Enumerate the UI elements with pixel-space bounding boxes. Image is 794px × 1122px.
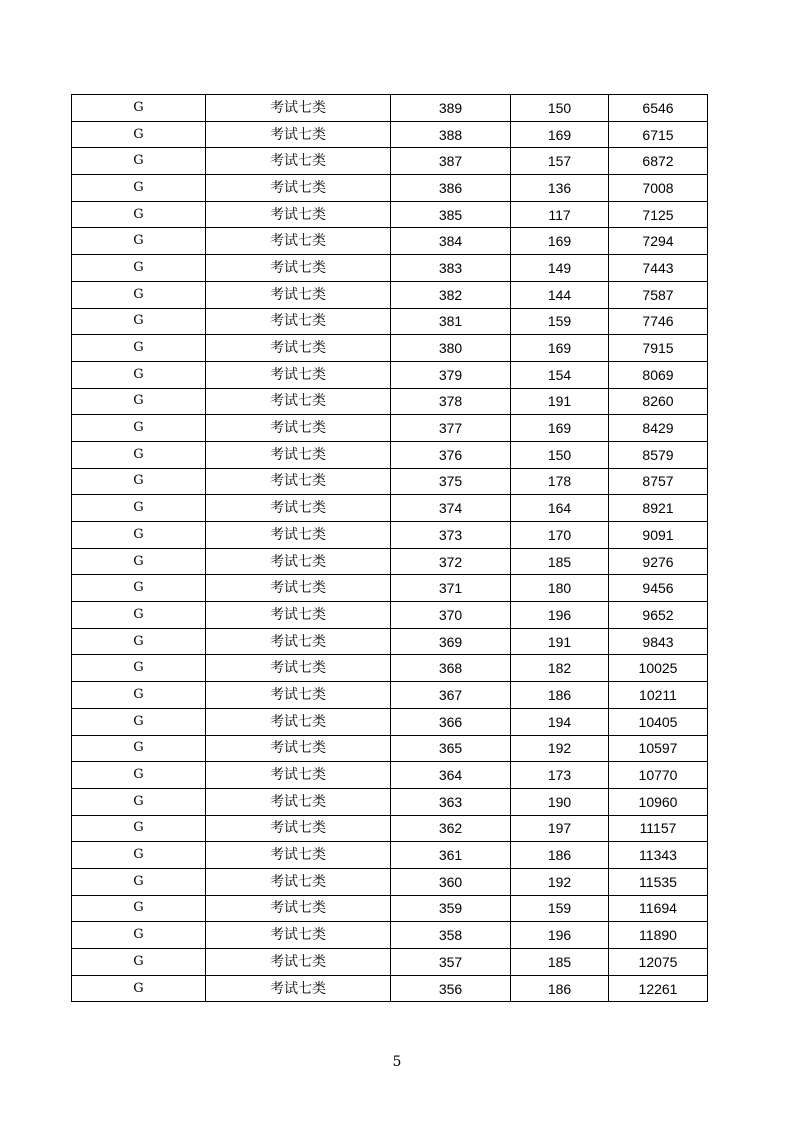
cell-score: 370 <box>391 602 511 629</box>
table-row <box>72 575 708 602</box>
cell-category: 考试七类 <box>206 628 391 655</box>
cell-code: G <box>72 815 206 842</box>
cell-count: 169 <box>511 335 609 362</box>
cell-score: 363 <box>391 788 511 815</box>
table-row <box>72 255 708 282</box>
cell-cumulative: 11157 <box>609 815 708 842</box>
cell-code: G <box>72 308 206 335</box>
cell-cumulative: 12261 <box>609 975 708 1002</box>
cell-category: 考试七类 <box>206 842 391 869</box>
cell-category: 考试七类 <box>206 95 391 122</box>
cell-cumulative: 10405 <box>609 708 708 735</box>
cell-count: 150 <box>511 95 609 122</box>
cell-score: 389 <box>391 95 511 122</box>
cell-count: 194 <box>511 708 609 735</box>
cell-code: G <box>72 228 206 255</box>
cell-code: G <box>72 602 206 629</box>
cell-category: 考试七类 <box>206 415 391 442</box>
cell-score: 361 <box>391 842 511 869</box>
cell-cumulative: 8260 <box>609 388 708 415</box>
table-row <box>72 735 708 762</box>
cell-category: 考试七类 <box>206 548 391 575</box>
cell-score: 387 <box>391 148 511 175</box>
cell-category: 考试七类 <box>206 308 391 335</box>
cell-score: 356 <box>391 975 511 1002</box>
table-row <box>72 335 708 362</box>
cell-code: G <box>72 148 206 175</box>
cell-cumulative: 9843 <box>609 628 708 655</box>
cell-code: G <box>72 628 206 655</box>
cell-code: G <box>72 922 206 949</box>
cell-code: G <box>72 949 206 976</box>
table-row <box>72 762 708 789</box>
cell-count: 178 <box>511 468 609 495</box>
cell-code: G <box>72 495 206 522</box>
cell-cumulative: 6546 <box>609 95 708 122</box>
cell-code: G <box>72 95 206 122</box>
cell-cumulative: 10597 <box>609 735 708 762</box>
cell-cumulative: 9652 <box>609 602 708 629</box>
cell-count: 159 <box>511 895 609 922</box>
cell-cumulative: 7587 <box>609 281 708 308</box>
cell-count: 154 <box>511 361 609 388</box>
table-row <box>72 815 708 842</box>
cell-count: 180 <box>511 575 609 602</box>
cell-cumulative: 7915 <box>609 335 708 362</box>
cell-score: 357 <box>391 949 511 976</box>
cell-count: 173 <box>511 762 609 789</box>
table-row <box>72 175 708 202</box>
cell-category: 考试七类 <box>206 361 391 388</box>
cell-score: 378 <box>391 388 511 415</box>
cell-category: 考试七类 <box>206 228 391 255</box>
cell-code: G <box>72 762 206 789</box>
table-row <box>72 922 708 949</box>
cell-count: 144 <box>511 281 609 308</box>
cell-score: 384 <box>391 228 511 255</box>
cell-code: G <box>72 335 206 362</box>
cell-count: 196 <box>511 922 609 949</box>
table-row <box>72 682 708 709</box>
cell-category: 考试七类 <box>206 895 391 922</box>
cell-category: 考试七类 <box>206 255 391 282</box>
cell-category: 考试七类 <box>206 682 391 709</box>
cell-category: 考试七类 <box>206 762 391 789</box>
cell-score: 371 <box>391 575 511 602</box>
cell-score: 369 <box>391 628 511 655</box>
table-row <box>72 628 708 655</box>
cell-cumulative: 6715 <box>609 121 708 148</box>
cell-count: 185 <box>511 949 609 976</box>
cell-count: 157 <box>511 148 609 175</box>
cell-cumulative: 8429 <box>609 415 708 442</box>
cell-count: 170 <box>511 522 609 549</box>
cell-count: 169 <box>511 228 609 255</box>
cell-count: 169 <box>511 415 609 442</box>
cell-category: 考试七类 <box>206 388 391 415</box>
cell-score: 372 <box>391 548 511 575</box>
cell-score: 386 <box>391 175 511 202</box>
cell-category: 考试七类 <box>206 815 391 842</box>
cell-category: 考试七类 <box>206 788 391 815</box>
cell-cumulative: 8069 <box>609 361 708 388</box>
cell-cumulative: 7125 <box>609 201 708 228</box>
cell-code: G <box>72 735 206 762</box>
cell-code: G <box>72 682 206 709</box>
cell-score: 388 <box>391 121 511 148</box>
cell-category: 考试七类 <box>206 922 391 949</box>
cell-score: 381 <box>391 308 511 335</box>
cell-score: 362 <box>391 815 511 842</box>
table-row <box>72 655 708 682</box>
cell-cumulative: 11343 <box>609 842 708 869</box>
cell-score: 379 <box>391 361 511 388</box>
cell-cumulative: 11694 <box>609 895 708 922</box>
cell-cumulative: 9456 <box>609 575 708 602</box>
cell-cumulative: 10960 <box>609 788 708 815</box>
table-row <box>72 95 708 122</box>
cell-category: 考试七类 <box>206 281 391 308</box>
cell-count: 149 <box>511 255 609 282</box>
cell-cumulative: 7443 <box>609 255 708 282</box>
cell-code: G <box>72 468 206 495</box>
score-table <box>71 94 708 1002</box>
cell-score: 377 <box>391 415 511 442</box>
cell-code: G <box>72 708 206 735</box>
cell-score: 380 <box>391 335 511 362</box>
table-row <box>72 201 708 228</box>
cell-count: 191 <box>511 388 609 415</box>
cell-count: 117 <box>511 201 609 228</box>
page-number: 5 <box>392 1054 402 1070</box>
cell-category: 考试七类 <box>206 735 391 762</box>
cell-category: 考试七类 <box>206 949 391 976</box>
cell-count: 192 <box>511 735 609 762</box>
cell-score: 382 <box>391 281 511 308</box>
cell-score: 364 <box>391 762 511 789</box>
cell-cumulative: 7008 <box>609 175 708 202</box>
score-table-body <box>72 95 708 1002</box>
cell-code: G <box>72 281 206 308</box>
cell-code: G <box>72 975 206 1002</box>
cell-count: 190 <box>511 788 609 815</box>
cell-cumulative: 6872 <box>609 148 708 175</box>
cell-count: 159 <box>511 308 609 335</box>
table-row <box>72 308 708 335</box>
cell-category: 考试七类 <box>206 708 391 735</box>
cell-count: 150 <box>511 441 609 468</box>
cell-score: 375 <box>391 468 511 495</box>
cell-code: G <box>72 788 206 815</box>
table-row <box>72 602 708 629</box>
cell-count: 182 <box>511 655 609 682</box>
cell-count: 196 <box>511 602 609 629</box>
cell-cumulative: 10025 <box>609 655 708 682</box>
table-row <box>72 441 708 468</box>
cell-cumulative: 9276 <box>609 548 708 575</box>
table-row <box>72 415 708 442</box>
cell-category: 考试七类 <box>206 148 391 175</box>
cell-count: 191 <box>511 628 609 655</box>
cell-category: 考试七类 <box>206 602 391 629</box>
table-row <box>72 548 708 575</box>
cell-code: G <box>72 895 206 922</box>
cell-score: 367 <box>391 682 511 709</box>
cell-category: 考试七类 <box>206 655 391 682</box>
cell-cumulative: 8757 <box>609 468 708 495</box>
cell-score: 360 <box>391 868 511 895</box>
table-row <box>72 949 708 976</box>
table-row <box>72 361 708 388</box>
cell-code: G <box>72 255 206 282</box>
cell-count: 169 <box>511 121 609 148</box>
cell-score: 373 <box>391 522 511 549</box>
cell-code: G <box>72 655 206 682</box>
cell-count: 186 <box>511 975 609 1002</box>
table-row <box>72 121 708 148</box>
table-row <box>72 228 708 255</box>
cell-score: 383 <box>391 255 511 282</box>
cell-category: 考试七类 <box>206 335 391 362</box>
cell-category: 考试七类 <box>206 575 391 602</box>
table-row <box>72 148 708 175</box>
cell-category: 考试七类 <box>206 868 391 895</box>
cell-category: 考试七类 <box>206 975 391 1002</box>
cell-code: G <box>72 361 206 388</box>
table-row <box>72 895 708 922</box>
cell-category: 考试七类 <box>206 175 391 202</box>
cell-score: 359 <box>391 895 511 922</box>
table-row <box>72 708 708 735</box>
table-row <box>72 468 708 495</box>
cell-score: 366 <box>391 708 511 735</box>
cell-score: 365 <box>391 735 511 762</box>
cell-score: 385 <box>391 201 511 228</box>
cell-cumulative: 7746 <box>609 308 708 335</box>
table-row <box>72 788 708 815</box>
cell-category: 考试七类 <box>206 121 391 148</box>
cell-score: 358 <box>391 922 511 949</box>
cell-cumulative: 9091 <box>609 522 708 549</box>
cell-code: G <box>72 201 206 228</box>
cell-cumulative: 10211 <box>609 682 708 709</box>
cell-category: 考试七类 <box>206 522 391 549</box>
cell-count: 197 <box>511 815 609 842</box>
cell-code: G <box>72 388 206 415</box>
cell-code: G <box>72 868 206 895</box>
cell-category: 考试七类 <box>206 441 391 468</box>
cell-count: 186 <box>511 682 609 709</box>
cell-cumulative: 11890 <box>609 922 708 949</box>
cell-code: G <box>72 441 206 468</box>
cell-cumulative: 7294 <box>609 228 708 255</box>
cell-count: 186 <box>511 842 609 869</box>
cell-cumulative: 11535 <box>609 868 708 895</box>
cell-code: G <box>72 522 206 549</box>
cell-cumulative: 10770 <box>609 762 708 789</box>
cell-cumulative: 8579 <box>609 441 708 468</box>
cell-score: 368 <box>391 655 511 682</box>
cell-code: G <box>72 415 206 442</box>
table-row <box>72 495 708 522</box>
table-row <box>72 522 708 549</box>
cell-code: G <box>72 548 206 575</box>
cell-cumulative: 8921 <box>609 495 708 522</box>
table-row <box>72 388 708 415</box>
cell-score: 374 <box>391 495 511 522</box>
cell-count: 164 <box>511 495 609 522</box>
cell-code: G <box>72 842 206 869</box>
cell-code: G <box>72 175 206 202</box>
cell-code: G <box>72 121 206 148</box>
cell-category: 考试七类 <box>206 201 391 228</box>
cell-category: 考试七类 <box>206 468 391 495</box>
table-row <box>72 281 708 308</box>
cell-cumulative: 12075 <box>609 949 708 976</box>
cell-count: 136 <box>511 175 609 202</box>
table-row <box>72 975 708 1002</box>
cell-score: 376 <box>391 441 511 468</box>
table-row <box>72 868 708 895</box>
cell-count: 192 <box>511 868 609 895</box>
cell-code: G <box>72 575 206 602</box>
cell-category: 考试七类 <box>206 495 391 522</box>
cell-count: 185 <box>511 548 609 575</box>
table-row <box>72 842 708 869</box>
